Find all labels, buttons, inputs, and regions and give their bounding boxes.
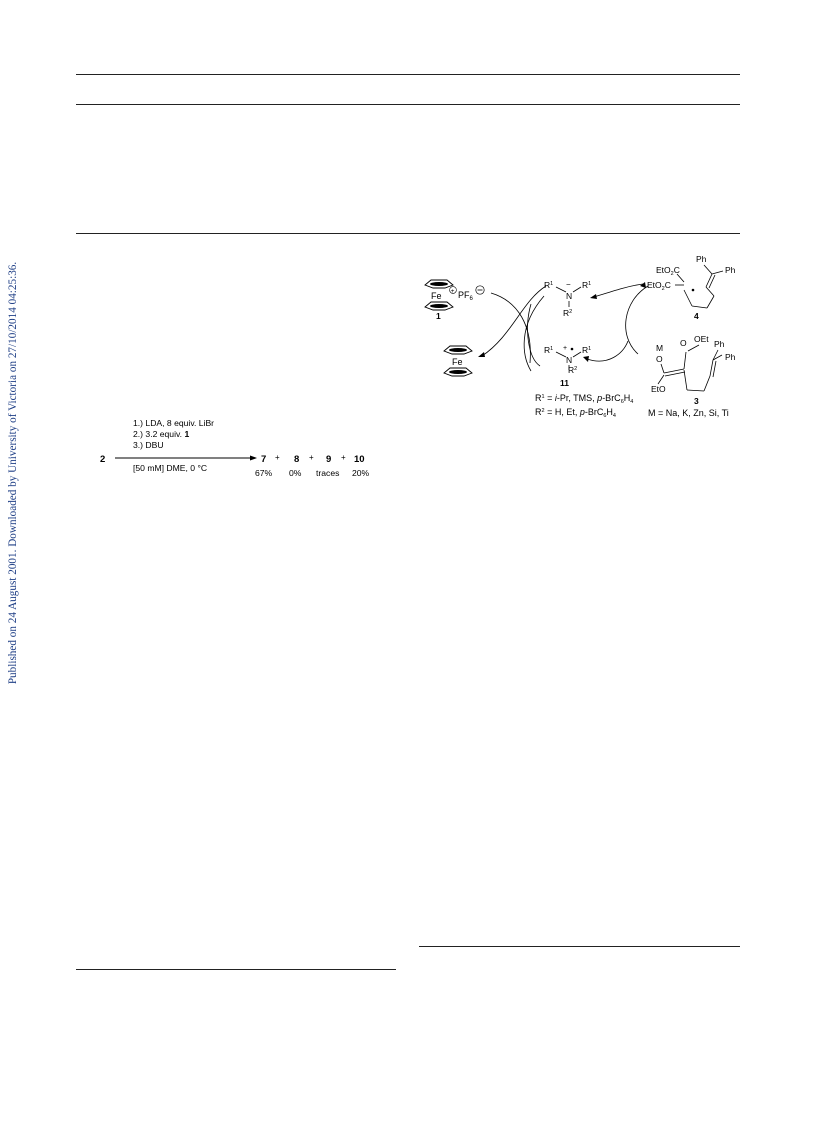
- bond: [707, 296, 714, 308]
- condition-step-1: 1.) LDA, 8 equiv. LiBr: [133, 418, 215, 428]
- radical-dot: [571, 348, 574, 351]
- bond: [658, 375, 664, 384]
- bond: [684, 352, 686, 369]
- double-bond: [706, 274, 712, 287]
- yield-7: 67%: [255, 468, 273, 478]
- compound-3-label: 3: [694, 396, 699, 406]
- compound-1-label: 1: [436, 311, 441, 321]
- enolate-arc: [626, 286, 648, 354]
- r1-substituent-right: $R^1$: [582, 280, 592, 290]
- compound-11-label: 11: [560, 378, 569, 388]
- left-column-footnote-rule: [76, 969, 396, 970]
- ethoxy-group: OEt: [694, 334, 709, 344]
- phenyl-group: Ph: [714, 339, 725, 349]
- bond: [661, 364, 664, 373]
- bond: [556, 352, 566, 357]
- double-bond: [710, 360, 713, 376]
- header-rule-bottom: [76, 104, 740, 105]
- ester-group: EtO$_2$C: [647, 280, 671, 292]
- r1-substituent-left: $R^1$: [544, 280, 554, 290]
- oxidation-arc: [587, 341, 628, 361]
- radical-arc: [594, 284, 643, 297]
- ring-shading: [449, 370, 467, 374]
- oxygen-atom: O: [680, 338, 687, 348]
- r2-definition: $R^2 = H$, Et, $p-BrC_6H_4$: [535, 407, 616, 419]
- bond: [692, 306, 707, 308]
- ferrocene-structure: [444, 346, 472, 376]
- product-8-label: 8: [294, 454, 300, 465]
- condition-step-2: [133, 429, 189, 439]
- bond: [573, 352, 581, 357]
- bond: [684, 290, 692, 306]
- plus-sign: +: [275, 453, 280, 462]
- section-rule: [76, 233, 740, 234]
- download-watermark: [3, 261, 23, 685]
- arrowhead: [640, 282, 646, 288]
- bond: [688, 345, 699, 351]
- bond: [684, 370, 687, 390]
- nitrogen-atom: N: [566, 291, 573, 301]
- bond: [704, 265, 712, 274]
- r1-substituent-left: $R^1$: [544, 345, 554, 355]
- malonyl-radical-structure: [647, 254, 736, 321]
- phenyl-group: Ph: [725, 265, 736, 275]
- condition-step-2-text: 2.) 3.2 equiv.: [133, 429, 185, 439]
- counterion-subscript: 6: [469, 296, 473, 302]
- ferrocenium-structure: [425, 280, 484, 321]
- r2-substituent: $R^2$: [568, 365, 578, 375]
- ferrocene-arc: [482, 286, 546, 356]
- product-7-label: 7: [261, 454, 267, 465]
- header-rule-top: [76, 74, 740, 75]
- reaction-equation: [90, 412, 390, 482]
- iron-atom: Fe: [431, 291, 442, 301]
- catalytic-cycle-scheme: [418, 246, 748, 426]
- plus-sign: +: [341, 453, 346, 462]
- bond: [687, 390, 704, 391]
- phenyl-group: Ph: [725, 352, 736, 362]
- iron-atom: Fe: [452, 357, 463, 367]
- arrowhead: [590, 294, 597, 299]
- ethoxy-group: EtO: [651, 384, 666, 394]
- ring-shading: [430, 304, 448, 308]
- r1-substituent-right: $R^1$: [582, 345, 592, 355]
- bond: [556, 287, 566, 292]
- product-9-label: 9: [326, 454, 332, 465]
- r1-definition: $R^1 = i-Pr$, TMS, $p-BrC_6H_4$: [535, 393, 634, 405]
- oxygen-atom: O: [656, 354, 663, 364]
- ring-shading: [449, 348, 467, 352]
- watermark-text: Published on 24 August 2001. Downloaded by University of Victoria on 27/10/2014 04:25:36.: [7, 261, 20, 685]
- yield-10: 20%: [352, 468, 370, 478]
- ester-group: EtO$_2$C: [656, 265, 680, 277]
- product-10-label: 10: [354, 454, 365, 465]
- right-column-footnote-rule: [419, 946, 740, 947]
- arrowhead: [478, 352, 485, 357]
- phenyl-group: Ph: [696, 254, 707, 264]
- negative-charge: −: [566, 280, 571, 289]
- yield-9: traces: [316, 468, 340, 478]
- bond: [704, 376, 710, 391]
- plus-sign: +: [309, 453, 314, 462]
- ring-shading: [430, 282, 448, 286]
- bond: [712, 271, 723, 274]
- amide-arc: [528, 304, 540, 366]
- arrowhead: [583, 356, 589, 362]
- r2-substituent: $R^2$: [563, 308, 573, 318]
- bond: [706, 287, 714, 296]
- metal-options: M = Na, K, Zn, Si, Ti: [648, 408, 729, 418]
- yield-8: 0%: [289, 468, 302, 478]
- compound-4-label: 4: [694, 311, 699, 321]
- positive-charge: +: [563, 345, 568, 352]
- cation-charge-sign: +: [450, 287, 455, 295]
- hexafluorophosphate-counterion: [458, 290, 474, 302]
- condition-reagent-ref: 1: [184, 429, 190, 439]
- condition-step-3: 3.) DBU: [133, 440, 164, 450]
- solvent-conditions: [50 mM] DME, 0 °C: [133, 463, 208, 473]
- counterion-formula: PF: [458, 290, 470, 300]
- radical-dot: [692, 289, 695, 292]
- nitrogen-atom: N: [566, 355, 573, 365]
- metal-enolate-structure: [648, 334, 736, 418]
- double-bond: [713, 361, 716, 377]
- lithium-amide-structure: [544, 280, 591, 318]
- metal-label: M: [656, 343, 664, 353]
- double-bond: [709, 275, 715, 288]
- starting-material-label: 2: [100, 454, 106, 465]
- aminium-radical-structure: [544, 345, 591, 388]
- bond: [677, 274, 684, 282]
- reaction-arrowhead: [250, 456, 257, 461]
- bond: [573, 287, 581, 292]
